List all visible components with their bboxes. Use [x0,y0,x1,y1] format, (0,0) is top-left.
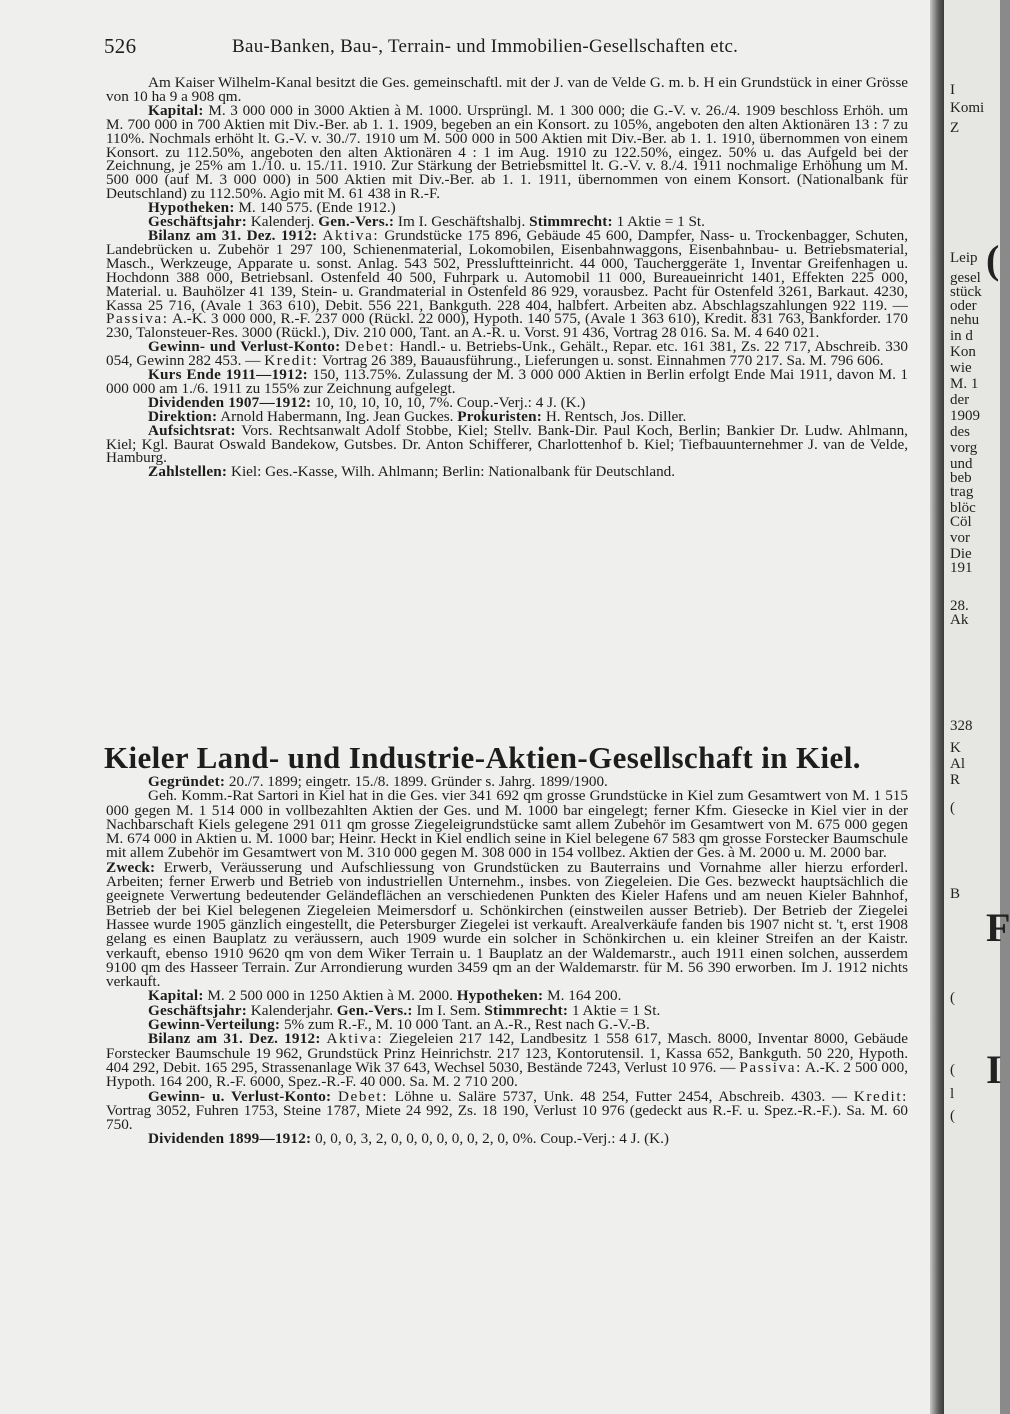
adjacent-page-fragment: ( [986,237,1000,282]
sartori-paragraph: Geh. Komm.-Rat Sartori in Kiel hat in die Ges. vier 341 692 qm grosse Grundstücke in Kiel zum Gesamtwert von M. 1 515 000 gegen M. 1 514 000 in vollbezahlten Aktien der Ges. und M. 1000 bar eingelegt; ferner Kfm. Giesecke in Kiel vier in der Nachbarschaft Kiels gelegene 291 011 qm grosse Ziegeleigrundstücke samt allem Zubehör im Gesamtwert von M. 675 000 gegen M. 674 000 in Aktien u. M. 1000 bar; Heinr. Heckt in Kiel endlich seine in Kiel belegene 67 583 qm grosse Forstecker Baumschule mit allem Zubehör im Gesamtwert von M. 310 000 gegen M. 308 000 in 154 vollbez. Aktien der Ges. à M. 2000 u. M. 2000 bar. [106,787,908,862]
aufsichtsrat-text: Vors. Rechtsanwalt Adolf Stobbe, Kiel; Stellv. Bank-Dir. Paul Koch, Berlin; Bankier Dr. Ludw. Ahlmann, Kiel; Kgl. Baurat Oswald Bandekow, Gutsbes. Dr. Anton Schifferer, Charlottenhof b. Kiel; Tiefbauunternehmer J. van de Velde, Hamburg. [106,421,908,467]
zahlstellen-paragraph [106,465,908,479]
kapital2-text: M. 2 500 000 in 1250 Aktien à M. 2000. [207,987,453,1005]
guv-label: Gewinn- und Verlust-Konto: [148,338,341,356]
adjacent-page-fragment: Komi [950,100,985,116]
adjacent-page-fragment: wie [950,360,972,376]
geschaeftsjahr2-text: Kalenderjahr. [250,1001,333,1019]
adjacent-page-fragment: blöc [950,500,976,516]
adjacent-page-fragment: oder [950,298,977,314]
zweck-paragraph [106,858,908,991]
bilanz2-label: Bilanz am 31. Dez. 1912: [148,1030,321,1048]
gegruendet-label: Gegründet: [148,773,226,790]
geschaeftsjahr-label: Geschäftsjahr: [148,213,247,231]
adjacent-page-fragment: K [950,740,961,756]
genvers-label: Gen.-Vers.: [318,213,395,231]
hypotheken2-label: Hypotheken: [456,987,544,1005]
direktion-text: Arnold Habermann, Ing. Jean Guckes. [220,407,454,425]
kapital-text: M. 3 000 000 in 3000 Aktien à M. 1000. Ursprüngl. M. 1 300 000; die G.-V. v. 26./4. 1909 beschloss Erhöh. um M. 700 000 in 700 Aktien mit Div.-Ber. ab 1. 1. 1909, begeben an ein Konsort. zu 105%, angeboten den alten Aktionären 13 : 7 zu 110%. Nochmals erhöht lt. G.-V. v. 30./7. 1910 um M. 500 000 in 500 Aktien mit Div.-Ber. ab 1. 1. 1910, übernommen von einem Konsort. zu 112.50%, angeboten den alten Aktionären 4 : 1 im Aug. 1910 zu 122.50%, eingez. 50% u. das Aufgeld bei der Zeichnung, je 25% am 1./10. u. 15./11. 1910. Zur Stärkung der Betriebsmittel lt. G.-V. v. 8./4. 1911 nochmalige Erhöhung um M. 500 000 (auf M. 3 000 000) in 500 Aktien mit Div.-Ber. ab 1. 1. 1911, übernommen von einem Konsort. (Nationalbank für Deutschland) zu 112.50%. Agio mit M. 61 438 in R.-F. [106,101,909,203]
adjacent-page-fragment: beb [950,470,972,486]
guv2-label: Gewinn- u. Verlust-Konto: [148,1087,332,1105]
prokuristen-label: Prokuristen: [457,407,543,425]
adjacent-page-fragment: R [950,772,961,788]
adjacent-page-fragment: 328 [950,718,973,734]
guv-debet: Handl.- u. Betriebs-Unk., Gehält., Repar. etc. 161 381, Zs. 22 717, Abschreib. 330 054, Gewinn 282 453. — [106,338,909,370]
zweck-text: Erwerb, Veräusserung und Aufschliessung von Grundstücken zu Bauterrains und Vornahme aller hierzu erforderl. Arbeiten; ferner Erwerb und Betrieb von industriellen Unternehm., insbes. von Ziegeleien. Die Ges. bezweckt hauptsächlich die geeignete Verwertung bedeutender Geländeflächen an verschiedenen Punkten des Kieler Hafens und am neuen Kieler Bahnhof, Betrieb der bei Kiel belegenen Ziegeleien Meimersdorf u. Schönkirchen (einstweilen ausser Betrieb). Der Betrieb der Ziegelei Hassee wurde 1905 gänzlich eingestellt, die Petersburger Ziegelei ist verkauft. Arealverkäufe fanden bis 1907 nicht st. 't, erst 1908 gelang es einen Bauplatz zu veräussern, auch 1909 wurde ein solcher in Schönkirchen u. ein kleiner Streifen an der Kaistr. verkauft, ebenso 1910 9620 qm von dem Wiker Terrain u. 1 Bauplatz an der Waldemarstr., auch 1911 einen solchen, ausserdem 9100 qm des Hasseer Terrain. Zur Arrondierung wurden 3459 qm an der Waldemarstr. für M. 56 390 erworben. Im J. 1912 nichts verkauft. [106,858,908,991]
passiva-word: Passiva: [106,310,169,328]
stimmrecht2-label: Stimmrecht: [484,1001,569,1019]
hypotheken-text: M. 140 575. (Ende 1912.) [238,199,396,217]
adjacent-page-fragment: 1909 [950,408,980,424]
gewinnverteilung-label: Gewinn-Verteilung: [148,1016,281,1034]
adjacent-page-fragment: ( [950,990,955,1006]
adjacent-page-fragment: stück [950,284,982,300]
prokuristen-text: H. Rentsch, Jos. Diller. [545,407,687,425]
passiva2-word: Passiva: [739,1058,802,1076]
aufsichtsrat-paragraph [106,421,908,467]
bilanz2-paragraph [106,1032,908,1089]
adjacent-page-fragment: l [950,1086,955,1102]
adjacent-page-fragment: F [986,905,1010,950]
adjacent-page-fragment: M. 1 [950,376,979,392]
guv-paragraph [106,340,908,368]
genvers2-label: Gen.-Vers.: [336,1001,413,1019]
adjacent-page-fragment: gesel [950,270,981,286]
stimmrecht-label: Stimmrecht: [529,213,613,231]
guv2-paragraph [106,1087,908,1134]
adjacent-page-fragment: ( [950,1062,955,1078]
book-gutter [930,0,944,1414]
adjacent-page-fragment: B [950,886,961,902]
running-title: Bau-Banken, Bau-, Terrain- und Immobilien-Gesellschaften etc. [232,36,739,57]
adjacent-page-edge [944,0,1010,1414]
gewinnverteilung-text: 5% zum R.-F., M. 10 000 Tant. an A.-R., Rest nach G.-V.-B. [283,1016,650,1034]
aufsichtsrat-label: Aufsichtsrat: [148,421,236,439]
adjacent-page-fragment: Leip [950,250,978,266]
bilanz-label: Bilanz am 31. Dez. 1912: [148,226,318,244]
kapital-label: Kapital: [148,101,204,119]
dividenden-text: 10, 10, 10, 10, 10, 7%. Coup.-Verj.: 4 J. (K.) [315,393,586,411]
dividenden2-text: 0, 0, 0, 3, 2, 0, 0, 0, 0, 0, 0, 2, 0, 0%. Coup.-Verj.: 4 J. (K.) [315,1130,669,1148]
kapital2-label: Kapital: [148,987,204,1005]
previous-company-entry [106,76,908,479]
adjacent-page-fragment: des [950,424,970,440]
aktiva2-word: Aktiva: [326,1030,384,1048]
genvers-text: Im I. Geschäftshalbj. [397,213,526,231]
hypotheken-label: Hypotheken: [148,199,235,217]
page-number: 526 [104,34,137,58]
bilanz2-aktiva: Ziegeleien 217 142, Landbesitz 1 558 617, Masch. 8000, Inventar 8000, Gebäude Forstecker Baumschule 19 962, Grundstück Prinz Heinrichstr. 217 123, Kontorutensil. 1, Kassa 652, Bankguth. 50 220, Hypoth. 404 292, Debit. 165 295, Strassenanlage Wik 37 643, Wechsel 5030, Bestände 7243, Verlust 10 976. — [106,1030,909,1076]
adjacent-page-fragment: vor [950,530,970,546]
adjacent-page-fragment: vorg [950,440,978,456]
gegruendet-text: 20./7. 1899; eingetr. 15./8. 1899. Gründer s. Jahrg. 1899/1900. [228,773,608,790]
aktiva-word: Aktiva: [322,226,380,244]
dividenden2-label: Dividenden 1899—1912: [148,1130,312,1148]
geschaeftsjahr-text: Kalenderj. [250,213,315,231]
adjacent-page-fragment: 28. [950,598,969,614]
adjacent-page-fragment: nehu [950,312,980,328]
geschaeftsjahr2-label: Geschäftsjahr: [148,1001,247,1019]
stimmrecht-text: 1 Aktie = 1 St. [616,213,705,231]
kredit-word: Kredit: [264,352,319,370]
bilanz-paragraph [106,226,909,342]
stimmrecht2-text: 1 Aktie = 1 St. [571,1001,661,1019]
bilanz-aktiva: Grundstücke 175 896, Gebäude 45 600, Dampfer, Nass- u. Trockenbagger, Schuten, Landebrücken u. Zubehör 1 297 100, Schienenmaterial, Lokomobilen, Eisenbahnwaggons, Eisenbahnbau- u. Betriebsmaterial, Masch., Werkzeuge, Apparate u. sonst. Anlag. 543 502, Pressluftteinricht. 44 000, Taucherggeräte 1, Inventar Greifenhagen u. Hochdonn 388 000, Betriebsanl. Ostenfeld 40 500, Fuhrpark u. Automobil 11 000, Bureaueinricht 1401, Effekten 225 000, Material. u. Bauhölzer 41 139, Stein- u. Grandmaterial in Ostenfeld 86 929, vorausbez. Pacht für Ostenfeld 3261, Barkaut. 4230, Kassa 25 716, (Avale 1 363 610), Debit. 556 221, Bankguth. 228 404, halbfert. Arbeiten abz. Abschlagszahlungen 922 119. — [106,226,909,314]
genvers2-text: Im I. Sem. [416,1001,481,1019]
adjacent-page-fragment: in d [950,328,973,344]
kredit2-word: Kredit: [853,1087,908,1105]
guv-kredit: Vortrag 26 389, Bauausführung., Lieferungen u. sonst. Einnahmen 770 217. Sa. M. 796 606. [321,352,884,370]
dividenden-label: Dividenden 1907—1912: [148,393,312,411]
adjacent-page-fragment: Z [950,120,960,136]
guv2-debet: Löhne u. Saläre 5737, Unk. 48 254, Futter 2454, Abschreib. 4303. — [394,1087,848,1105]
adjacent-page-fragment: der [950,392,970,408]
kapital-paragraph [106,101,909,203]
kurs-paragraph [106,368,908,396]
hypotheken2-text: M. 164 200. [547,987,622,1005]
bilanz2-passiva: A.-K. 2 500 000, Hypoth. 164 200, R.-F. 6000, Spez.-R.-F. 40 000. Sa. M. 2 710 200. [106,1058,909,1091]
kieler-company-entry [106,775,908,1147]
adjacent-page-fragment: und [950,456,973,472]
zahlstellen-label: Zahlstellen: [148,463,228,481]
kurs-text: 150, 113.75%. Zulassung der M. 3 000 000 Aktien in Berlin erfolgt Ende Mai 1911, davon M. 1 000 000 am 1./6. 1911 zu 155% zur Zeichnung aufgelegt. [106,366,908,397]
adjacent-page-fragment: Cöl [950,514,972,530]
dividenden2-paragraph [106,1132,908,1146]
adjacent-page-fragment: ( [950,1108,955,1124]
zweck-label: Zweck: [106,858,156,876]
adjacent-page-fragment: I [950,82,955,98]
adjacent-page-fragment: I [986,1047,1002,1092]
direktion-label: Direktion: [148,407,218,425]
guv2-kredit: Vortrag 3052, Fuhren 1753, Steine 1787, Miete 24 992, Zs. 18 190, Verlust 10 976 (gedeckt aus R.-F. u. Spez.-R.-F.). Sa. M. 60 750. [106,1101,908,1134]
bilanz-passiva: A.-K. 3 000 000, R.-F. 237 000 (Rückl. 22 000), Hypoth. 140 575, (Avale 1 363 610), Kredit. 831 763, Bankforder. 170 230, Talonsteuer-Res. 3000 (Rückl.), Div. 210 000, Tant. an A.-R. u. Vorst. 91 436, Vortrag 28 016. Sa. M. 4 640 021. [106,310,908,342]
intro-paragraph: Am Kaiser Wilhelm-Kanal besitzt die Ges. gemeinschaftl. mit der J. van de Velde G. m. b. H ein Grundstück in einer Grösse von 10 ha 9 a 908 qm. [106,74,908,105]
adjacent-page-fragment: Die [950,546,972,562]
debet-word: Debet: [344,338,396,356]
adjacent-page-fragment: ( [950,800,955,816]
kurs-label: Kurs Ende 1911—1912: [148,366,308,384]
adjacent-page-fragment: Ak [950,612,969,628]
adjacent-page-fragment: Kon [950,344,976,360]
adjacent-page-fragment: trag [950,484,974,500]
adjacent-page-fragment: 191 [950,560,973,576]
company-title: Kieler Land- und Industrie-Aktien-Gesellschaft in Kiel. [104,740,861,775]
zahlstellen-text: Kiel: Ges.-Kasse, Wilh. Ahlmann; Berlin: Nationalbank für Deutschland. [230,463,676,481]
adjacent-page-fragment: Al [950,756,965,772]
debet2-word: Debet: [337,1087,389,1105]
